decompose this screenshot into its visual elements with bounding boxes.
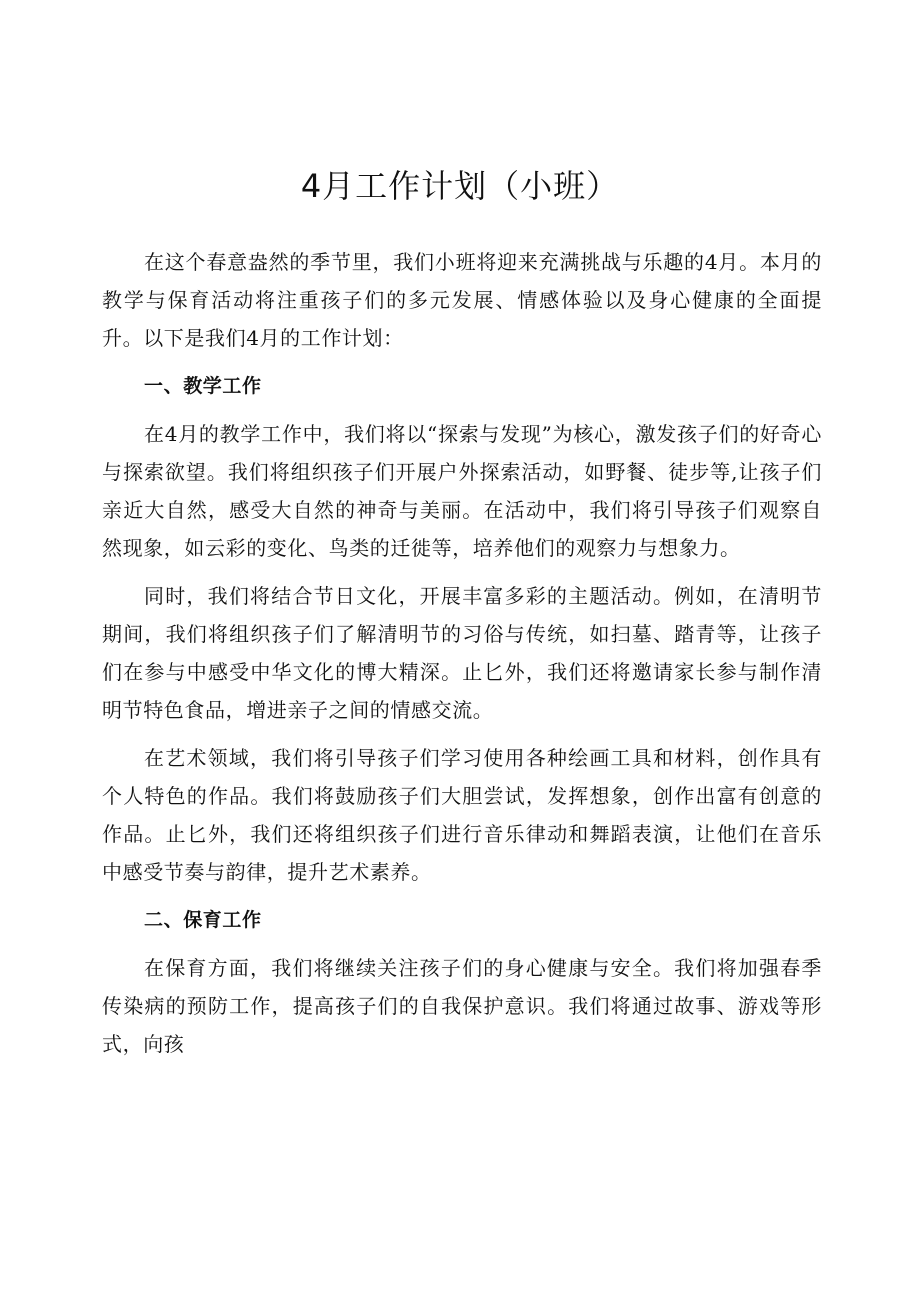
- section-heading-care: 二、保育工作: [144, 909, 262, 931]
- document-body: [102, 243, 822, 1073]
- intro-paragraph: 在这个春意盎然的季节里，我们小班将迎来充满挑战与乐趣的4月。本月的教学与保育活动将注重孩子们的多元发展、情感体验以及身心健康的全面提升。以下是我们4月的工作计划：: [102, 250, 822, 350]
- teaching-paragraph-3: 在艺术领域，我们将引导孩子们学习使用各种绘画工具和材料，创作具有个人特色的作品。我们将鼓励孩子们大胆尝试，发挥想象，创作出富有创意的作品。止匕外，我们还将组织孩子们进行音乐律动和舞蹈表演，让他们在音乐中感受节奏与韵律，提升艺术素养。: [102, 746, 822, 884]
- document-title: 4月工作计划（小班）: [300, 167, 620, 205]
- teaching-paragraph-2: 同时，我们将结合节日文化，开展丰富多彩的主题活动。例如，在清明节期间，我们将组织孩子们了解清明节的习俗与传统，如扫墓、踏青等，让孩子们在参与中感受中华文化的博大精深。止匕外，我们还将邀请家长参与制作清明节特色食品，增进亲子之间的情感交流。: [102, 584, 822, 722]
- teaching-paragraph-1: 在4月的教学工作中，我们将以“探索与发现”为核心，激发孩子们的好奇心与探索欲望。我们将组织孩子们开展户外探索活动，如野餐、徒步等,让孩子们亲近大自然，感受大自然的神奇与美丽。在活动中，我们将引导孩子们观察自然现象，如云彩的变化、鸟类的迁徙等，培养他们的观察力与想象力。: [102, 422, 822, 560]
- section-heading-teaching: 一、教学工作: [144, 375, 262, 397]
- care-paragraph-1: 在保育方面，我们将继续关注孩子们的身心健康与安全。我们将加强春季传染病的预防工作，提高孩子们的自我保护意识。我们将通过故事、游戏等形式，向孩: [102, 956, 822, 1056]
